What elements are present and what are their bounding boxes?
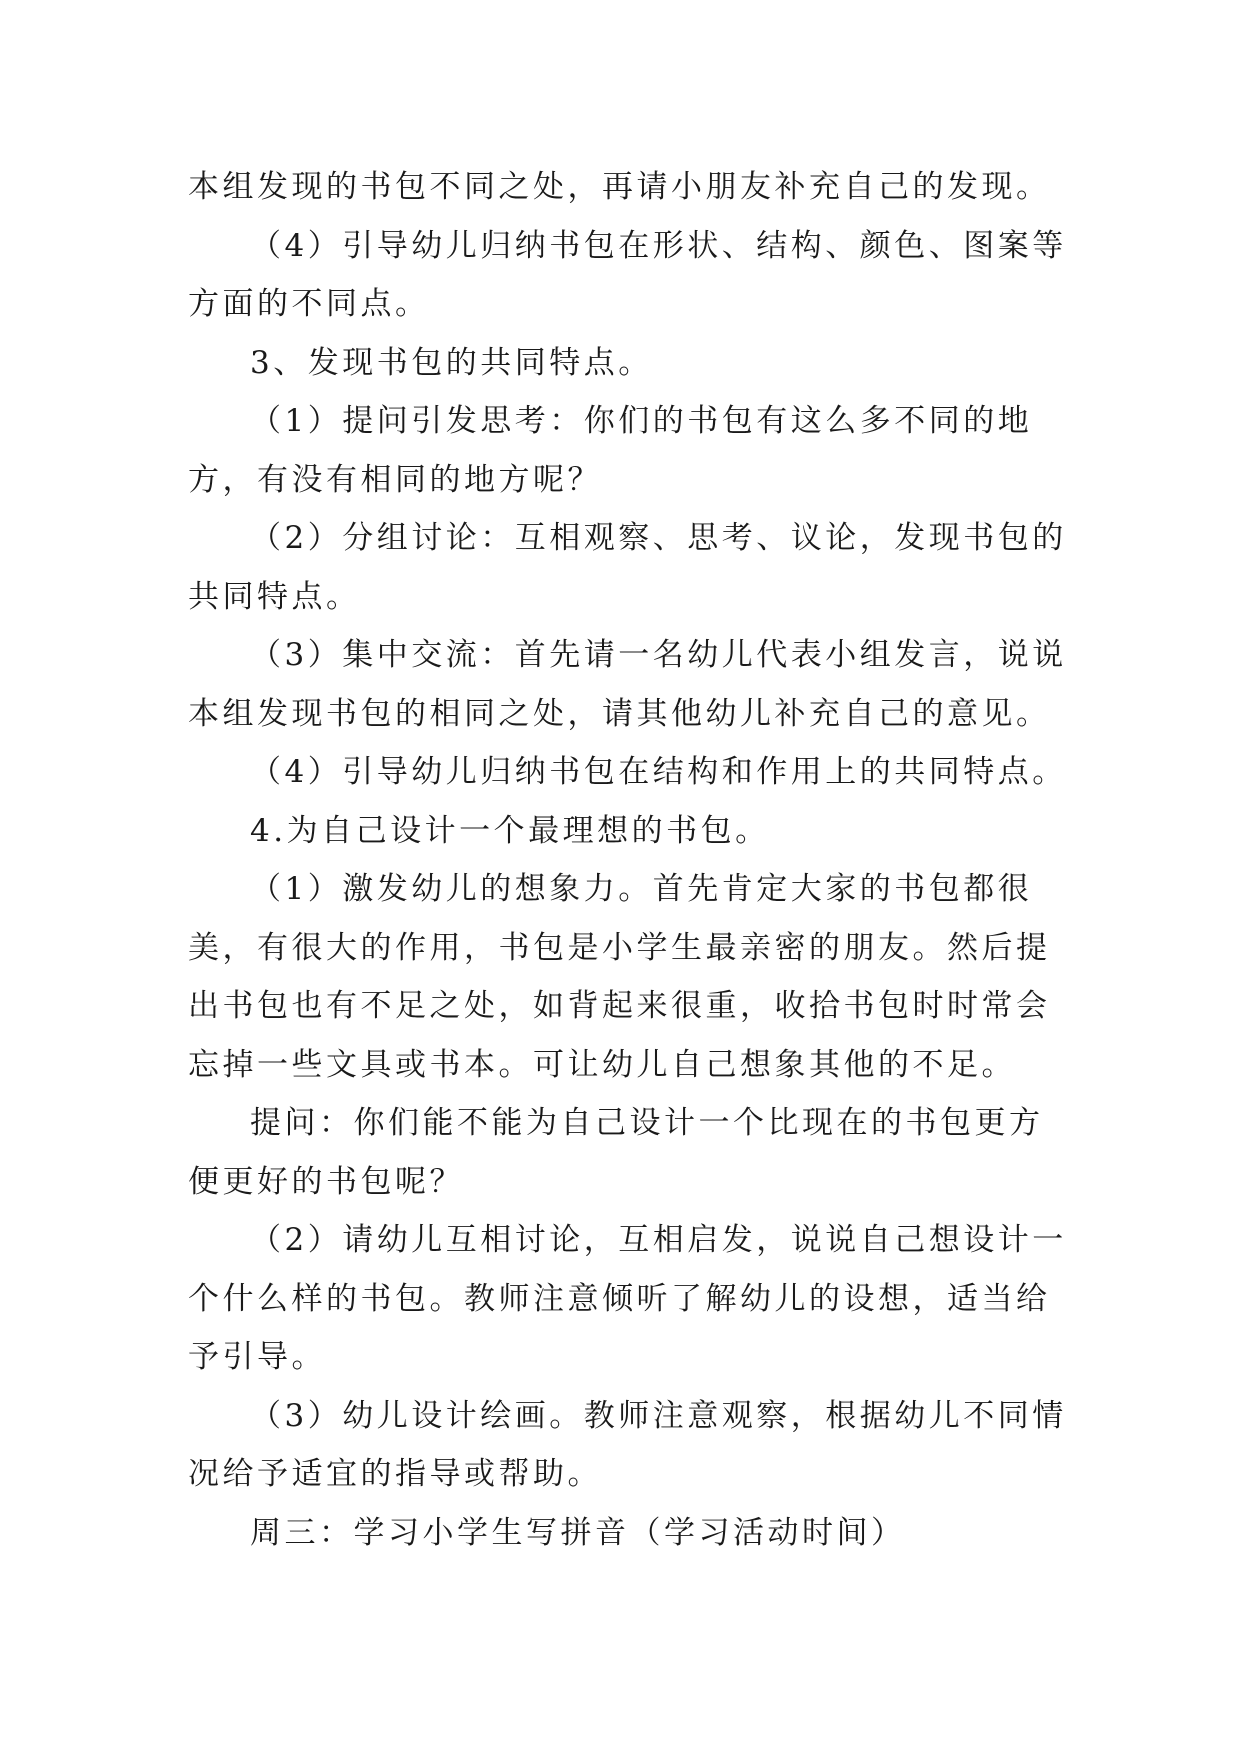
paragraph-item-3-drawing: （3）幼儿设计绘画。教师注意观察，根据幼儿不同情况给予适宜的指导或帮助。 (188, 1397, 1067, 1492)
paragraph-item-1-imagination: （1）激发幼儿的想象力。首先肯定大家的书包都很美，有很大的作用，书包是小学生最亲密的朋友。然后提出书包也有不足之处，如背起来很重，收拾书包时时常会忘掉一些文具或书本。可让幼儿自己想象其他的不足。 (188, 871, 1051, 1083)
paragraph-question: 提问：你们能不能为自己设计一个比现在的书包更方便更好的书包呢？ (188, 1105, 1044, 1200)
paragraph-item-2-discussion: （2）分组讨论：互相观察、思考、议论，发现书包的共同特点。 (188, 520, 1067, 615)
paragraph-wednesday: 周三：学习小学生写拼音（学习活动时间） (250, 1514, 906, 1551)
paragraph-item-3-exchange: （3）集中交流：首先请一名幼儿代表小组发言，说说本组发现书包的相同之处，请其他幼儿补充自己的意见。 (188, 637, 1067, 732)
section-heading-3: 3、发现书包的共同特点。 (250, 344, 653, 381)
paragraph-item-4-differences: （4）引导幼儿归纳书包在形状、结构、颜色、图案等方面的不同点。 (188, 227, 1067, 322)
document-body (188, 158, 1068, 1562)
paragraph-item-1-question: （1）提问引发思考：你们的书包有这么多不同的地方，有没有相同的地方呢？ (188, 403, 1033, 498)
paragraph-item-4-common: （4）引导幼儿归纳书包在结构和作用上的共同特点。 (250, 754, 1067, 790)
paragraph-item-2-design-discussion: （2）请幼儿互相讨论，互相启发，说说自己想设计一个什么样的书包。教师注意倾听了解幼儿的设想，适当给予引导。 (188, 1222, 1067, 1375)
paragraph-continuation: 本组发现的书包不同之处，再请小朋友补充自己的发现。 (188, 169, 1051, 205)
section-heading-4: 4.为自己设计一个最理想的书包。 (250, 812, 770, 849)
